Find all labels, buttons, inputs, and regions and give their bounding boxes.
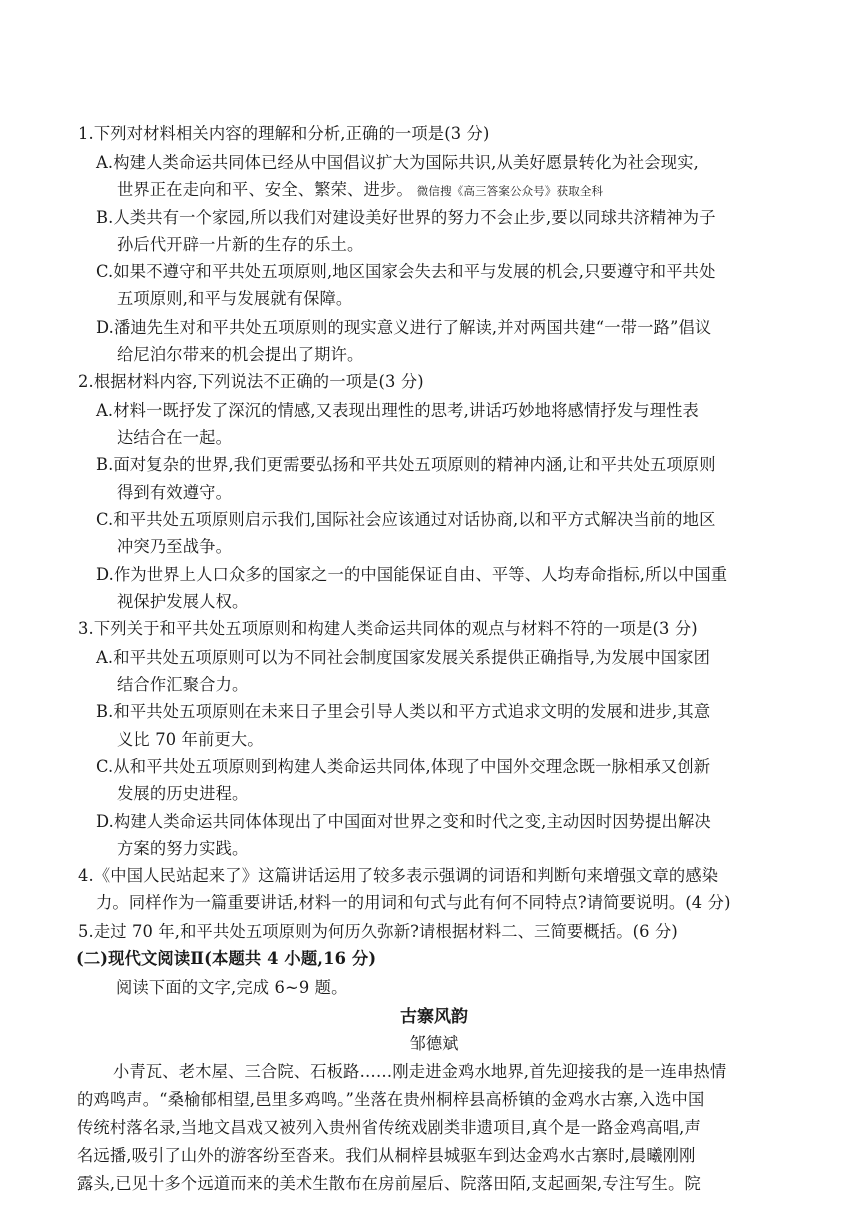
- question-2-option-c-continued: 冲突乃至战争。: [117, 537, 233, 556]
- question-3-option-c: C.从和平共处五项原则到构建人类命运共同体,体现了中国外交理念既一脉相承又创新: [96, 757, 711, 776]
- question-2-option-c: C.和平共处五项原则启示我们,国际社会应该通过对话协商,以和平方式解决当前的地区: [96, 510, 716, 529]
- article-line-2: 的鸡鸣声。“桑榆郁相望,邑里多鸡鸣。”坐落在贵州桐梓县高桥镇的金鸡水古寨,入选中国: [77, 1090, 705, 1109]
- question-3-option-a-continued: 结合作汇聚合力。: [117, 675, 249, 694]
- question-2-option-a-continued: 达结合在一起。: [117, 428, 233, 447]
- article-line-3: 传统村落名录,当地文昌戏又被列入贵州省传统戏剧类非遗项目,真个是一路金鸡高唱,声: [77, 1118, 701, 1137]
- question-2-option-a: A.材料一既抒发了深沉的情感,又表现出理性的思考,讲话巧妙地将感情抒发与理性表: [96, 401, 699, 420]
- question-1-option-a-continued: [117, 180, 603, 201]
- watermark-note: 微信搜《高三答案公众号》获取全科: [416, 184, 604, 198]
- question-1-option-a: A.构建人类命运共同体已经从中国倡议扩大为国际共识,从美好愿景转化为社会现实,: [96, 153, 699, 172]
- article-line-1: 小青瓦、老木屋、三合院、石板路……刚走进金鸡水地界,首先迎接我的是一连串热情: [113, 1062, 727, 1081]
- question-3-option-d: D.构建人类命运共同体体现出了中国面对世界之变和时代之变,主动因时因势提出解决: [96, 812, 711, 831]
- article-line-4: 名远播,吸引了山外的游客纷至沓来。我们从桐梓县城驱车到达金鸡水古寨时,晨曦刚刚: [77, 1146, 696, 1165]
- article-line-5: 露头,已见十多个远道而来的美术生散布在房前屋后、院落田陌,支起画架,专注写生。院: [77, 1174, 701, 1193]
- question-2-option-b-continued: 得到有效遵守。: [117, 483, 233, 502]
- question-1-stem: 1.下列对材料相关内容的理解和分析,正确的一项是(3 分): [78, 124, 490, 143]
- question-1-option-b-continued: 孙后代开辟一片新的生存的乐土。: [117, 235, 364, 254]
- question-2-option-d: D.作为世界上人口众多的国家之一的中国能保证自由、平等、人均寿命指标,所以中国重: [96, 565, 728, 584]
- question-1-option-d: D.潘迪先生对和平共处五项原则的现实意义进行了解读,并对两国共建“一带一路”倡议: [96, 318, 712, 337]
- question-2-option-b: B.面对复杂的世界,我们更需要弘扬和平共处五项原则的精神内涵,让和平共处五项原则: [96, 455, 716, 474]
- question-3-stem: 3.下列关于和平共处五项原则和构建人类命运共同体的观点与材料不符的一项是(3 分): [78, 619, 698, 638]
- section-heading: (二)现代文阅读Ⅱ(本题共 4 小题,16 分): [76, 949, 377, 968]
- section-instruction: 阅读下面的文字,完成 6~9 题。: [116, 978, 348, 997]
- question-1-option-b: B.人类共有一个家园,所以我们对建设美好世界的努力不会止步,要以同球共济精神为子: [96, 208, 716, 227]
- question-3-option-b-continued: 义比 70 年前更大。: [117, 730, 264, 749]
- question-3-option-a: A.和平共处五项原则可以为不同社会制度国家发展关系提供正确指导,为发展中国家团: [96, 648, 711, 667]
- question-4-stem-continued: 力。同样作为一篇重要讲话,材料一的用词和句式与此有何不同特点?请简要说明。(4 分): [96, 893, 731, 912]
- question-3-option-c-continued: 发展的历史进程。: [117, 784, 249, 803]
- question-3-option-b: B.和平共处五项原则在未来日子里会引导人类以和平方式追求文明的发展和进步,其意: [96, 702, 711, 721]
- question-2-stem: 2.根据材料内容,下列说法不正确的一项是(3 分): [78, 372, 424, 391]
- option-text: 世界正在走向和平、安全、繁荣、进步。: [117, 180, 413, 199]
- question-1-option-d-continued: 给尼泊尔带来的机会提出了期许。: [117, 345, 364, 364]
- question-2-option-d-continued: 视保护发展人权。: [117, 592, 249, 611]
- question-1-option-c: C.如果不遵守和平共处五项原则,地区国家会失去和平与发展的机会,只要遵守和平共处: [96, 262, 716, 281]
- question-1-option-c-continued: 五项原则,和平与发展就有保障。: [117, 289, 353, 308]
- article-title: 古寨风韵: [400, 1007, 468, 1027]
- question-4-stem: 4.《中国人民站起来了》这篇讲话运用了较多表示强调的词语和判断句来增强文章的感染: [78, 866, 719, 885]
- article-author: 邹德斌: [409, 1034, 459, 1053]
- question-3-option-d-continued: 方案的努力实践。: [117, 839, 249, 858]
- question-5-stem: 5.走过 70 年,和平共处五项原则为何历久弥新?请根据材料二、三简要概括。(6 分): [78, 922, 678, 941]
